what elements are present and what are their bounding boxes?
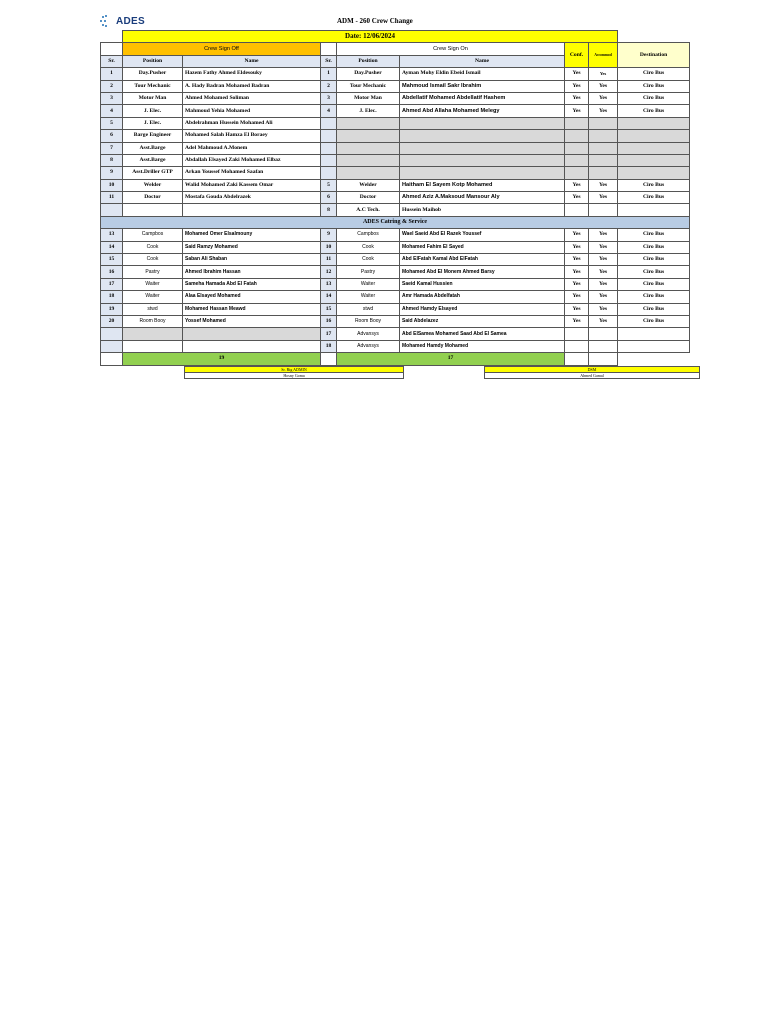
position-header-on: Position [337,55,400,67]
table-row [101,254,690,266]
conf-cell: Yes [565,68,589,80]
sign-off-name: Ahmed Ibrahim Hassan [183,266,321,278]
sign-on-name: Ahmed Aziz A.Maksoud Mansour Aly [400,192,565,204]
sign-off-sr: 7 [101,142,123,154]
sign-off-sr: 2 [101,80,123,92]
sign-off-sr: 16 [101,266,123,278]
conf-cell [565,130,589,142]
sign-off-sr: 10 [101,179,123,191]
sign-on-position: Waiter [337,278,400,290]
destination-cell [618,328,690,340]
sign-off-position: Doctor [123,192,183,204]
sign-on-name [400,167,565,179]
sign-on-sr: 18 [321,340,337,352]
sign-on-position: stwd [337,303,400,315]
table-row [101,328,690,340]
accommod-cell: Yes [589,266,618,278]
sign-off-name: Walid Mohamed Zaki Kassem Omar [183,179,321,191]
destination-cell: Ciro Bus [618,254,690,266]
conf-cell [565,167,589,179]
sign-off-sr: 6 [101,130,123,142]
sign-off-position: Tour Mechanic [123,80,183,92]
sign-off-name: Mahmoud Yehia Mohamed [183,105,321,117]
destination-cell [618,167,690,179]
destination-cell [618,142,690,154]
sign-on-name [400,142,565,154]
sign-on-sr: 15 [321,303,337,315]
destination-header: Destination [618,43,690,68]
sign-off-name: Sameha Hamada Abd El Fatah [183,278,321,290]
table-row [101,303,690,315]
position-header-off: Position [123,55,183,67]
conf-cell: Yes [565,92,589,104]
catering-section-title: ADES Catring & Service [101,216,690,228]
signature-right [484,366,700,379]
sign-off-position: Welder [123,179,183,191]
table-row [101,241,690,253]
sign-on-sr: 6 [321,192,337,204]
sign-off-position: Motor Man [123,92,183,104]
sign-off-sr [101,204,123,216]
sign-off-name [183,204,321,216]
accommod-cell: Yes [589,179,618,191]
signature-left [184,366,404,379]
sign-on-position: J. Elec. [337,105,400,117]
sign-on-position: Cook [337,241,400,253]
sign-off-name: Mohamed Salah Hamza El Boraey [183,130,321,142]
sign-on-name: Mohamed Fahim El Sayed [400,241,565,253]
sign-on-name: Abd ElSamea Mohamed Saad Abd El Samea [400,328,565,340]
signature-left-title: Sr. Rig ADMIN [184,366,404,373]
accommod-cell [589,142,618,154]
sign-on-sr: 16 [321,315,337,327]
table-row [101,229,690,241]
conf-cell: Yes [565,241,589,253]
accommod-header: Accommod [589,43,618,68]
conf-cell: Yes [565,229,589,241]
sign-on-name: Abd ElFatah Kamal Abd ElFatah [400,254,565,266]
conf-cell [565,328,589,340]
sign-on-sr: 1 [321,68,337,80]
sign-on-position: Motor Man [337,92,400,104]
sign-off-position: J. Elec. [123,105,183,117]
conf-cell: Yes [565,179,589,191]
sign-off-name [183,340,321,352]
destination-cell: Ciro Bus [618,303,690,315]
document-title: ADM - 260 Crew Change [337,17,413,25]
table-row [101,266,690,278]
sign-off-name: Mohamed Omer Elsalmouny [183,229,321,241]
sign-on-name: Ahmed Hamdy Elsayed [400,303,565,315]
conf-cell: Yes [565,254,589,266]
sign-off-position: Cook [123,254,183,266]
sign-on-position: A.C Tech. [337,204,400,216]
destination-cell: Ciro Bus [618,266,690,278]
accommod-cell: Yes [589,68,618,80]
table-row [101,278,690,290]
sign-on-position: Room Booy [337,315,400,327]
destination-cell [618,340,690,352]
accommod-cell: Yes [589,303,618,315]
sign-off-name: Said Ramzy Mohamed [183,241,321,253]
accommod-cell [589,154,618,166]
sign-on-position: Cook [337,254,400,266]
sign-off-sr: 14 [101,241,123,253]
sign-on-name [400,154,565,166]
accommod-cell: Yes [589,315,618,327]
catering-section-row [101,216,690,228]
signature-right-name: Ahmed Gamal [484,373,700,379]
conf-cell [565,117,589,129]
table-row [101,68,690,80]
accommod-cell: Yes [589,278,618,290]
sign-off-position: Barge Engineer [123,130,183,142]
sign-off-position [123,204,183,216]
signature-left-name: Hosny Goma [184,373,404,379]
sign-on-sr: 5 [321,179,337,191]
sign-on-position: Advansys [337,340,400,352]
destination-cell: Ciro Bus [618,179,690,191]
conf-cell: Yes [565,291,589,303]
destination-cell [618,204,690,216]
accommod-cell [589,204,618,216]
sign-on-sr: 10 [321,241,337,253]
destination-cell: Ciro Bus [618,92,690,104]
sign-on-name: Ayman Mohy Eldin Ebeid Ismail [400,68,565,80]
sign-on-sr: 4 [321,105,337,117]
accommod-cell: Yes [589,291,618,303]
sign-on-position: Campbos [337,229,400,241]
sign-on-name: Hussein Maihob [400,204,565,216]
header-row [100,14,689,30]
sign-off-sr: 11 [101,192,123,204]
sign-on-sr: 3 [321,92,337,104]
sr-header-on: Sr. [321,55,337,67]
sign-off-position: Room Booy [123,315,183,327]
sign-off-position: Asst.Driller GTP [123,167,183,179]
sign-off-position: J. Elec. [123,117,183,129]
sign-on-name [400,130,565,142]
sign-off-name: Saban Ali Shaban [183,254,321,266]
sign-off-position: Asst.Barge [123,154,183,166]
accommod-cell [589,130,618,142]
sign-on-sr: 14 [321,291,337,303]
sign-on-name: Haitham El Sayem Kotp Mohamed [400,179,565,191]
total-sign-off: 19 [123,353,321,365]
sign-off-sr: 13 [101,229,123,241]
accommod-cell: Yes [589,80,618,92]
signature-right-title: DSM [484,366,700,373]
ades-logo [100,15,145,27]
date-cell: Date: 12/06/2024 [123,31,618,43]
sign-on-position: Waiter [337,291,400,303]
conf-cell: Yes [565,192,589,204]
sign-on-sr [321,117,337,129]
accommod-cell: Yes [589,105,618,117]
sign-on-sr [321,130,337,142]
sign-on-name: Ahmed Abd Allaha Mohamed Melegy [400,105,565,117]
group-header-row [101,43,690,55]
sign-on-position: Tour Mechanic [337,80,400,92]
rig-crew-rows [101,68,690,217]
accommod-cell [589,167,618,179]
accommod-cell [589,117,618,129]
sign-on-name: Said Abdelazez [400,315,565,327]
sign-off-sr: 3 [101,92,123,104]
sign-off-position: Day.Pusher [123,68,183,80]
sr-header-off: Sr. [101,55,123,67]
destination-cell: Ciro Bus [618,68,690,80]
sign-off-sr: 8 [101,154,123,166]
accommod-cell [589,340,618,352]
sign-on-sr: 2 [321,80,337,92]
sign-off-name: Abdallah Elsayed Zaki Mohamed Elbaz [183,154,321,166]
sign-off-sr: 15 [101,254,123,266]
sign-on-header: Crew Sign On [337,43,565,55]
sign-on-sr: 13 [321,278,337,290]
conf-cell [565,154,589,166]
conf-cell [565,142,589,154]
destination-cell [618,117,690,129]
destination-cell [618,130,690,142]
table-row [101,192,690,204]
table-row [101,80,690,92]
sign-off-name: Arkan Youssef Mohamed Saafan [183,167,321,179]
sign-off-name: Mohamed Hassan Meawd [183,303,321,315]
conf-cell: Yes [565,80,589,92]
logo-text: ADES [116,15,145,27]
sign-on-name: Mohamed Abd El Monem Ahmed Barsy [400,266,565,278]
destination-cell: Ciro Bus [618,241,690,253]
table-row [101,291,690,303]
accommod-cell: Yes [589,229,618,241]
sign-off-sr [101,340,123,352]
sign-off-position: stwd [123,303,183,315]
destination-cell [618,154,690,166]
sign-off-sr: 9 [101,167,123,179]
destination-cell: Ciro Bus [618,80,690,92]
sign-off-position: Waiter [123,278,183,290]
sign-off-position: Campbos [123,229,183,241]
destination-cell: Ciro Bus [618,105,690,117]
conf-cell [565,340,589,352]
sign-on-position: Welder [337,179,400,191]
sign-on-sr: 9 [321,229,337,241]
sign-off-sr: 18 [101,291,123,303]
name-header-off: Name [183,55,321,67]
sign-on-sr [321,154,337,166]
sign-on-sr [321,167,337,179]
sign-off-name: Abdelrahman Hussein Mohamed Ali [183,117,321,129]
sign-off-sr: 17 [101,278,123,290]
table-row [101,92,690,104]
sign-on-position: Pastry [337,266,400,278]
conf-cell: Yes [565,266,589,278]
sign-on-sr: 17 [321,328,337,340]
sign-off-sr: 1 [101,68,123,80]
sign-off-position [123,340,183,352]
sign-off-position [123,328,183,340]
sign-on-name: Mahmoud Ismail Sakr Ibrahim [400,80,565,92]
sign-on-position [337,154,400,166]
sign-off-sr: 20 [101,315,123,327]
total-sign-on: 17 [337,353,565,365]
crew-table [100,30,690,366]
conf-cell [565,204,589,216]
conf-cell: Yes [565,278,589,290]
crew-change-sheet [100,14,689,378]
sign-on-sr: 8 [321,204,337,216]
sign-off-name: Ahmed Mohamed Soliman [183,92,321,104]
sign-on-name: Saeid Kamal Hussien [400,278,565,290]
table-row [101,179,690,191]
table-row [101,154,690,166]
sign-on-name: Mohamed Hamdy Mohamed [400,340,565,352]
sign-off-name: Adel Mahmoud A.Monem [183,142,321,154]
table-row [101,130,690,142]
sign-on-position [337,142,400,154]
sign-on-position: Day.Pusher [337,68,400,80]
sign-off-name: Hazem Fathy Ahmed Eldesouky [183,68,321,80]
sign-on-name: Amr Hamada Abdelfatah [400,291,565,303]
sign-on-sr: 11 [321,254,337,266]
sign-off-name [183,328,321,340]
sign-off-position: Asst.Barge [123,142,183,154]
sign-off-sr: 19 [101,303,123,315]
table-row [101,167,690,179]
sign-off-sr [101,328,123,340]
sign-off-sr: 4 [101,105,123,117]
sign-off-name: Mostafa Gouda Abdelrazek [183,192,321,204]
catering-crew-rows [101,229,690,353]
destination-cell: Ciro Bus [618,315,690,327]
ades-logo-icon [100,15,114,27]
destination-cell: Ciro Bus [618,278,690,290]
conf-cell: Yes [565,303,589,315]
sign-off-name: A. Hady Badran Mohamed Badran [183,80,321,92]
destination-cell: Ciro Bus [618,229,690,241]
conf-header: Conf. [565,43,589,68]
conf-cell: Yes [565,315,589,327]
sign-on-position [337,117,400,129]
table-row [101,105,690,117]
conf-cell: Yes [565,105,589,117]
table-row [101,204,690,216]
sign-off-sr: 5 [101,117,123,129]
sign-off-header: Crew Sign Off [123,43,321,55]
sign-on-sr: 12 [321,266,337,278]
accommod-cell [589,328,618,340]
totals-row [101,353,690,365]
destination-cell: Ciro Bus [618,192,690,204]
sign-off-position: Waiter [123,291,183,303]
name-header-on: Name [400,55,565,67]
sign-off-name: Alaa Elsayed Mohamed [183,291,321,303]
sign-on-position [337,130,400,142]
table-row [101,315,690,327]
table-row [101,340,690,352]
sign-on-name: Wael Saeid Abd El Razek Youssef [400,229,565,241]
date-row [101,31,690,43]
sign-off-position: Cook [123,241,183,253]
table-row [101,142,690,154]
sign-on-name [400,117,565,129]
sign-on-position [337,167,400,179]
sign-on-position: Doctor [337,192,400,204]
sign-on-sr [321,142,337,154]
sign-on-position: Advansys [337,328,400,340]
accommod-cell: Yes [589,92,618,104]
accommod-cell: Yes [589,254,618,266]
table-row [101,117,690,129]
sign-off-name: Yossef Mohamed [183,315,321,327]
accommod-cell: Yes [589,192,618,204]
sign-off-position: Pastry [123,266,183,278]
sign-on-name: Abdellatif Mohamed Abdellatif Hashem [400,92,565,104]
accommod-cell: Yes [589,241,618,253]
destination-cell: Ciro Bus [618,291,690,303]
